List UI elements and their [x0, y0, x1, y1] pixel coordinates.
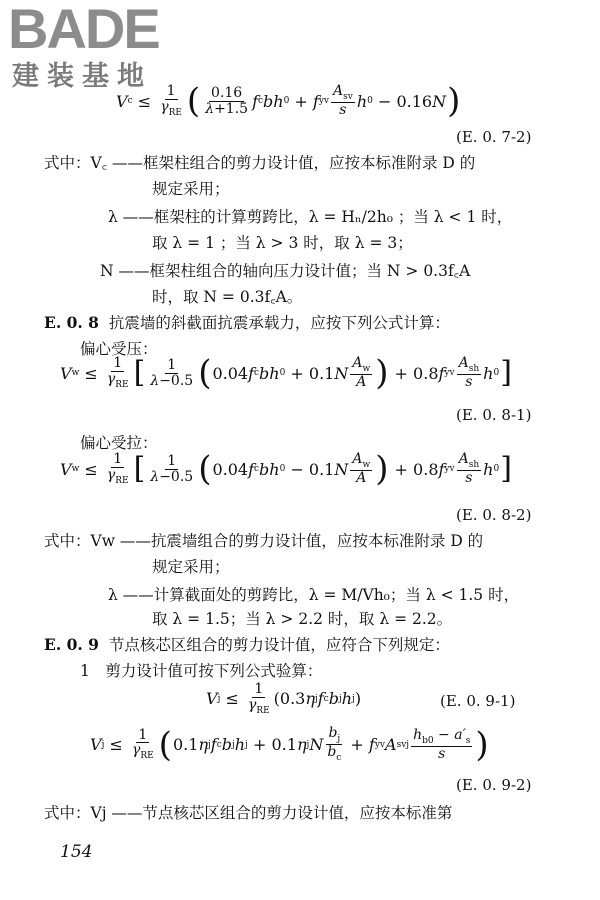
equation-e-0-9-1: V j ≤ $\frac{1}{\gamma_{RE}}$ (0.3 η j f c b j h j ) [206, 681, 362, 716]
lambda-def-line1: λ ——框架柱的计算剪跨比，λ = Hₙ/2h₀ ；当 λ < 1 时， [108, 208, 513, 226]
equation-number: (E. 0. 9-1) [440, 692, 516, 710]
where-vc-line1: 式中：V꜀ ——框架柱组合的剪力设计值，应按本标准附录 D 的 [44, 154, 476, 172]
section-title: 抗震墙的斜截面抗震承载力，应按下列公式计算： [108, 314, 450, 332]
logo [8, 0, 188, 92]
logo-subtitle: 建装基地 [12, 61, 152, 92]
equation-e-0-9-2: V j ≤ $\frac{1}{\gamma_{RE}}$ ( 0.1 η j f c b j h j + 0.1 η j N $\frac{b_j}{b_c}$ + f yv A svj $\frac{h_{b0} - a'_s}{s}$ ) [90, 724, 489, 765]
lambda-w-def-line1: λ ——计算截面处的剪跨比，λ = M/Vh₀；当 λ < 1.5 时， [108, 586, 520, 604]
where-vw-line2: 规定采用； [152, 558, 230, 576]
section-e-0-9 [44, 634, 450, 656]
logo-brand: BADE [8, 0, 159, 60]
eccentric-compression-label: 偏心受压： [80, 340, 158, 358]
equation-number: (E. 0. 8-1) [456, 406, 532, 424]
page-number: 154 [60, 842, 93, 862]
section-e-0-8 [44, 312, 450, 334]
section-number: E. 0. 8 [44, 313, 99, 332]
equation-number: (E. 0. 7-2) [456, 128, 532, 146]
equation-e-0-8-1: V w ≤ $\frac{1}{\gamma_{RE}}$ [ $\frac{1}{\lambda-0.5}$ ( 0.04 f c bh 0 + 0.1 N $\frac{A_w}{A}$ ) + 0.8 f yv $\frac{A_{sh}}{s}$ h 0 ] [60, 353, 512, 393]
equation-number: (E. 0. 9-2) [456, 776, 532, 794]
n-def-line2: 时，取 N = 0.3f꜀A。 [152, 288, 303, 306]
where-vj-line1: 式中：Vj ——节点核芯区组合的剪力设计值，应按本标准第 [44, 804, 453, 822]
equation-number: (E. 0. 8-2) [456, 506, 532, 524]
eccentric-tension-label: 偏心受拉： [80, 434, 158, 452]
item-1: 1 剪力设计值可按下列公式验算： [80, 662, 323, 680]
equation-e-0-7-2: V c ≤ $\frac{1}{\gamma_{RE}}$ ( $\frac{0.16}{\lambda+1.5}$ f c bh 0 + f yv $\frac{A_{sv}}{s}$ h 0 − 0.16 N ) [116, 81, 461, 121]
n-def-line1: N ——框架柱组合的轴向压力设计值；当 N > 0.3f꜀A [100, 262, 471, 280]
lambda-w-def-line2: 取 λ = 1.5；当 λ > 2.2 时，取 λ = 2.2。 [152, 610, 453, 628]
section-number: E. 0. 9 [44, 635, 99, 654]
section-title: 节点核芯区组合的剪力设计值，应符合下列规定： [108, 636, 450, 654]
where-vw-line1: 式中：Vw ——抗震墙组合的剪力设计值，应按本标准附录 D 的 [44, 532, 484, 550]
equation-e-0-8-2: V w ≤ $\frac{1}{\gamma_{RE}}$ [ $\frac{1}{\lambda-0.5}$ ( 0.04 f c bh 0 − 0.1 N $\frac{A_w}{A}$ ) + 0.8 f yv $\frac{A_{sh}}{s}$ h 0 ] [60, 449, 512, 489]
where-vc-line2: 规定采用； [152, 180, 230, 198]
lambda-def-line2: 取 λ = 1 ；当 λ > 3 时，取 λ = 3； [152, 234, 413, 252]
